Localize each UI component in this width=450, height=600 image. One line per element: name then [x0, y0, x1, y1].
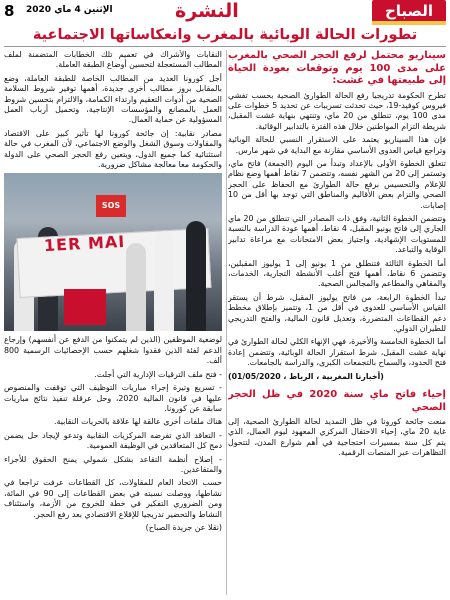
- article-paragraph: مصادر نقابية: إن جائحة كورونا لها تأثير كبير على الاقتصاد والمقاولات وسوق الشغل والوضع الاجتماعي، لأن المغرب في حالة استثنائية كما جميع الدول، ويتعين رفع الحجر الصحي على الدولة والحكومة معا معالجة مشاكل ضرورية.: [4, 128, 222, 170]
- article-paragraph: فإن هذا السيناريو يعتمد على الاستقرار النسبي للحالة الوبائية وتراجع قياس العدوى الأساسي مقارنة مع البداية في شهر مارس.: [228, 135, 446, 155]
- protester-figure: [186, 221, 206, 331]
- page-headline: تطورات الحالة الوبائية بالمغرب وانعكاساتها الاجتماعية: [32, 27, 418, 43]
- article-paragraph: - التعاقد الذي تفرضه المركزيات النقابية وتدعو لإيجاد حل يضمن دمج كل المتعاقدين في الوظيفة العمومية.: [4, 430, 222, 451]
- article-subheading: إحياء فاتح ماي سنة 2020 في ظل الحجر الصحي: [228, 389, 446, 414]
- left-column: [4, 50, 222, 598]
- article-paragraph: أما الخطوة الخامسة والأخيرة، فهي الإنهاء الكلي لحالة الطوارئ في نهاية غشت المقبل، شرط استقرار الحالة الوبائية، وتتضمن إعادة فتح الحدود، والسماح بالتجمعات الكبرى، والدراسة بالجامعات.: [228, 337, 446, 368]
- newspaper-logo: الصباح: [372, 0, 446, 22]
- protester-figure: [154, 231, 174, 331]
- column-divider: [226, 50, 227, 595]
- article-paragraph: لوضعية الموظفين (الذين لم يتمكنوا من الدفع عن أنفسهم) وإرجاع الدعم لفئة الذين فقدوا شغلهم حسب الإحصائيات الرسمية 800 ألف.: [4, 335, 222, 366]
- article-paragraph: - تسريع وتيرة إجراء مباريات التوظيف التي توقفت والمنصوص عليها في قانون المالية 2020، وحل عرقلة تنفيذ نتائج مباريات سابقة عن كورونا.: [4, 383, 222, 413]
- article-paragraph: النقابات والأشراك في تعميم تلك الخطابات المتضمنة لملف المطالب المستعجلة لتحسين أوضاع الطبقة العاملة.: [4, 50, 222, 70]
- article-paragraph: تتعلق الخطوة الأولى بالإعداد وتبدأ من اليوم (الجمعة) فاتح ماي، وتستمر إلى 20 من الشهر نفسه، وتتضمن 7 نقاط أهمها وضع نظام للإعلام والتحسيس برفع حالة الطوارئ مع الحفاظ على الحجر الصحي والتزام بعض الأقاليم والمناطق التي توجد بها أقل من 10 إصابات.: [228, 158, 446, 210]
- logo-underline: [372, 21, 446, 25]
- article-paragraph: حسب الاتحاد العام للمقاولات، كل القطاعات عرفت تراجعا في نشاطها، ووصلت نسبته في بعض القطاعات إلى 90 في المائة، ومن الضروري التفكير في خطة للخروج من الأزمة، واستئناف النشاط والتحضير تدريجيا للإقلاع الاقتصادي بعد رفع الحجر.: [4, 478, 222, 519]
- article-paragraph: - فتح ملف الترقيات الإدارية التي أجلت.: [94, 369, 222, 379]
- page-number: 8: [4, 2, 15, 20]
- headline-divider: [4, 46, 446, 47]
- article-paragraph: تبدأ الخطوة الرابعة، من فاتح يوليوز المقبل، شرط أن يستقر القياس الأساسي للعدوى في أقل من 1، وتتميز بإطلاق مخطط دعم القطاعات المتضررة، وتعديل قانون المالية، والفتح التدريجي للطيران الدولي.: [228, 292, 446, 334]
- article-kicker: سيناريو محتمل لرفع الحجر الصحي بالمغرب على مدى 100 يوم وتوقعات بعودة الحياة إلى طبيعتها في غشت:: [228, 50, 446, 86]
- protest-sign: SOS: [96, 195, 126, 217]
- article-source: (أخبارنا المغربية ، الرباط ، 01/05/2020): [228, 371, 384, 381]
- article-source: (نقلا عن جريدة الصباح): [145, 522, 222, 532]
- banner-text: 1ER MAI: [43, 232, 126, 256]
- issue-date: الإثنين 4 ماي 2020: [26, 5, 113, 15]
- article-paragraph: أما الخطوة الثالثة فتنطلق من 1 يونيو إلى 1 يوليوز المقبلين، وتتضمن 6 نقاط، أهمها فتح أغلب الأنشطة التجارية، الخدمات، والمقاهي والمطاعم والمجالس الصحية.: [228, 258, 446, 289]
- article-paragraph: - إصلاح أنظمة التقاعد بشكل شمولي يمنح الحقوق للأجراء والمتقاعدين.: [4, 454, 222, 474]
- page-header: [0, 0, 450, 24]
- section-title: النشرة: [175, 0, 239, 22]
- article-paragraph: تطرح الحكومة تدريجيا رفع الحالة الطوارئ الصحية بحسب تفشي فيروس كوفيد-19، حيث تحدثت تسريبات عن تحديد 5 خطوات على مدى 100 يوم، تنطلق من 20 ماي، وتنتهي بنهاية غشت المقبل، شريطة التزام المواطنين خلال هذه الفترة بالتدابير الوقائية.: [228, 90, 446, 131]
- article-paragraph: منعت جائحة كورونا في ظل التمديد لحالة الطوارئ الصحية، إلى غاية 20 ماي، إحياء الاحتفال المركزي المعهود ليوم العمال، الذي يتم كل سنة بمسيرات احتجاجية في أهم شوارع المدن، لتتحول التظاهرات عبر المنصات الرقمية.: [228, 417, 446, 458]
- protest-photo: [4, 173, 222, 331]
- article-paragraph: أجل كورونا العديد من المطالب الخاصة للطبقة العاملة، وضع بالمقابل بروز مطالب أخرى جديدة، أهمها توفير شروط السلامة الصحية من أدوات التعقيم وارتداء الكمامة، والالتزام بتحسين شروط العمل بالمصانع والمؤسسات الإنتاجية، وتحميل أرباب العمل المسؤولية عن حماية العمال.: [4, 73, 222, 125]
- protester-figure: [126, 243, 146, 331]
- article-paragraph: وتتضمن الخطوة الثانية، وفق ذات المصادر التي تنطلق من 20 ماي الجاري إلى فاتح يونيو المقبل، 4 نقاط، أهمها عودة الدراسة بالنسبة للمستويات الإشهادية، واجتياز بعض الامتحانات مع مراعاة تدابير الوقاية والتباعد.: [228, 213, 446, 255]
- red-placard: [64, 289, 106, 325]
- right-column: [228, 50, 446, 598]
- article-paragraph: هناك ملفات أخرى عالقة لها علاقة بالحريات النقابية.: [53, 417, 222, 427]
